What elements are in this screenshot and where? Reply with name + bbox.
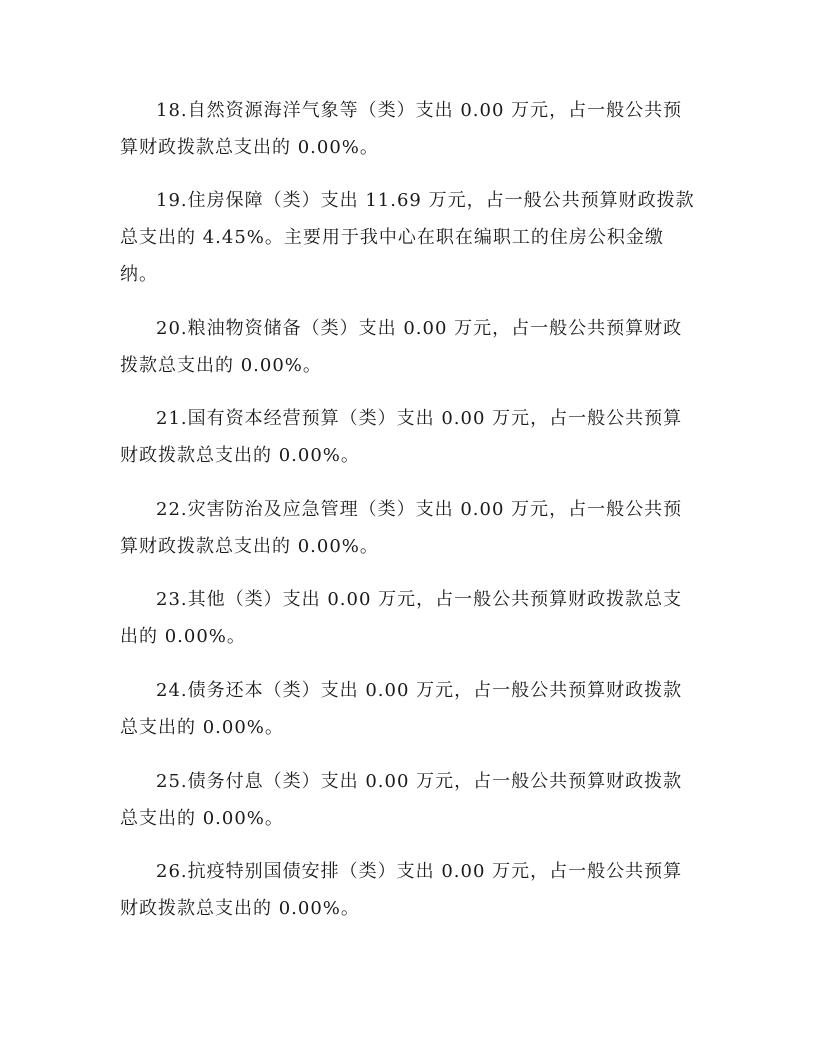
paragraph-21: 21.国有资本经营预算（类）支出 0.00 万元，占一般公共预算财政拨款总支出的 0.00%。 xyxy=(120,408,683,466)
paragraph-18: 18.自然资源海洋气象等（类）支出 0.00 万元，占一般公共预算财政拨款总支出的 0.00%。 xyxy=(120,100,683,158)
paragraph-25: 25.债务付息（类）支出 0.00 万元，占一般公共预算财政拨款总支出的 0.00%。 xyxy=(120,771,683,829)
paragraph-26: 26.抗疫特别国债安排（类）支出 0.00 万元，占一般公共预算财政拨款总支出的 0.00%。 xyxy=(120,861,683,919)
paragraph-22: 22.灾害防治及应急管理（类）支出 0.00 万元，占一般公共预算财政拨款总支出的 0.00%。 xyxy=(120,499,683,557)
paragraph-20: 20.粮油物资储备（类）支出 0.00 万元，占一般公共预算财政拨款总支出的 0.00%。 xyxy=(120,318,683,376)
paragraph-23: 23.其他（类）支出 0.00 万元，占一般公共预算财政拨款总支出的 0.00%。 xyxy=(120,589,683,647)
paragraph-19: 19.住房保障（类）支出 11.69 万元，占一般公共预算财政拨款总支出的 4.45%。主要用于我中心在职在编职工的住房公积金缴纳。 xyxy=(120,190,695,285)
paragraph-24: 24.债务还本（类）支出 0.00 万元，占一般公共预算财政拨款总支出的 0.00%。 xyxy=(120,680,683,738)
